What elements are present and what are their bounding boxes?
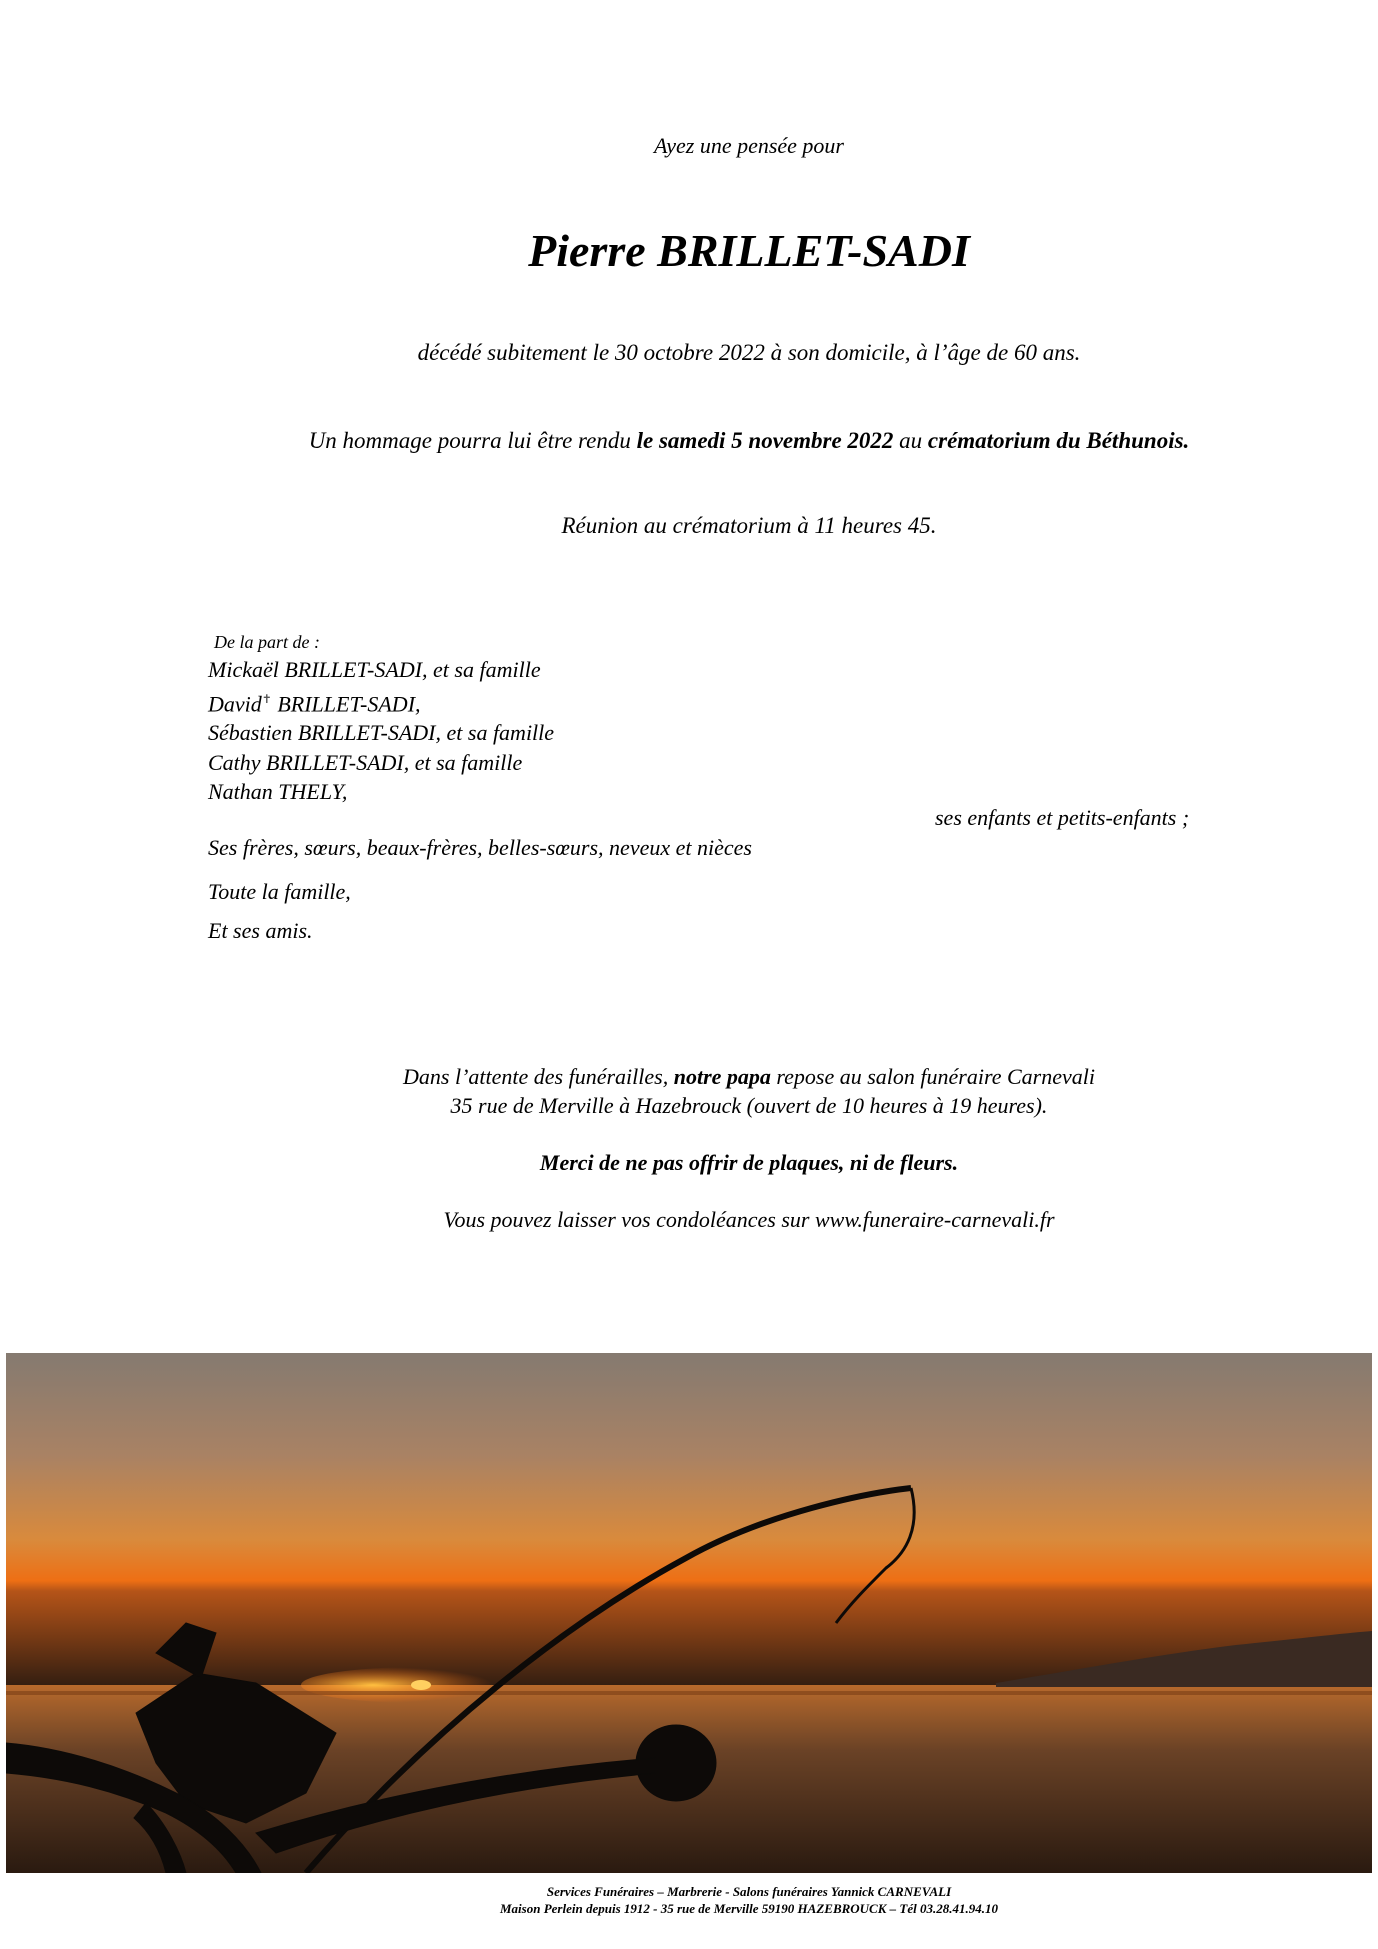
siblings-line: Ses frères, sœurs, beaux-frères, belles-sœurs, neveux et nièces [208, 835, 752, 860]
family-member: Mickaël BRILLET-SADI, et sa famille [208, 657, 541, 682]
wake-notice: Dans l’attente des funérailles, notre papa repose au salon funéraire Carnevali 35 rue de Merville à Hazebrouck (ouvert de 10 heures à 19 heures). [403, 1064, 1095, 1118]
family-member: David✝ BRILLET-SADI, [208, 690, 421, 716]
children-relation: ses enfants et petits-enfants ; [935, 805, 1190, 830]
meeting-notice: Réunion au crématorium à 11 heures 45. [561, 513, 937, 538]
sun-icon [411, 1680, 431, 1690]
from-label: De la part de : [214, 632, 320, 652]
intro-text: Ayez une pensée pour [654, 133, 844, 158]
tribute-notice: Un hommage pourra lui être rendu le samedi 5 novembre 2022 au crématorium du Béthunois. [308, 428, 1190, 453]
footer-line: Maison Perlein depuis 1912 - 35 rue de Merville 59190 HAZEBROUCK – Tél 03.28.41.94.10 [500, 1901, 998, 1916]
family-member: Nathan THELY, [208, 779, 348, 805]
footer [60, 1883, 1378, 1917]
fishing-sunset-photo [6, 1353, 1372, 1873]
deceased-name: Pierre BRILLET-SADI [528, 225, 970, 276]
friends-line: Et ses amis. [208, 918, 313, 943]
no-flowers-notice: Merci de ne pas offrir de plaques, ni de fleurs. [539, 1150, 959, 1175]
footer-line: Services Funéraires – Marbrerie - Salons funéraires Yannick CARNEVALI [546, 1884, 952, 1899]
family-list [208, 655, 554, 807]
condolences-notice: Vous pouvez laisser vos condoléances sur www.funeraire-carnevali.fr [443, 1207, 1055, 1232]
family-member: Sébastien BRILLET-SADI, et sa famille [208, 720, 555, 746]
family-member: Cathy BRILLET-SADI, et sa famille [208, 749, 523, 775]
cross-icon: ✝ [261, 691, 272, 706]
all-family-line: Toute la famille, [208, 879, 351, 904]
death-notice: décédé subitement le 30 octobre 2022 à son domicile, à l’âge de 60 ans. [417, 340, 1081, 365]
